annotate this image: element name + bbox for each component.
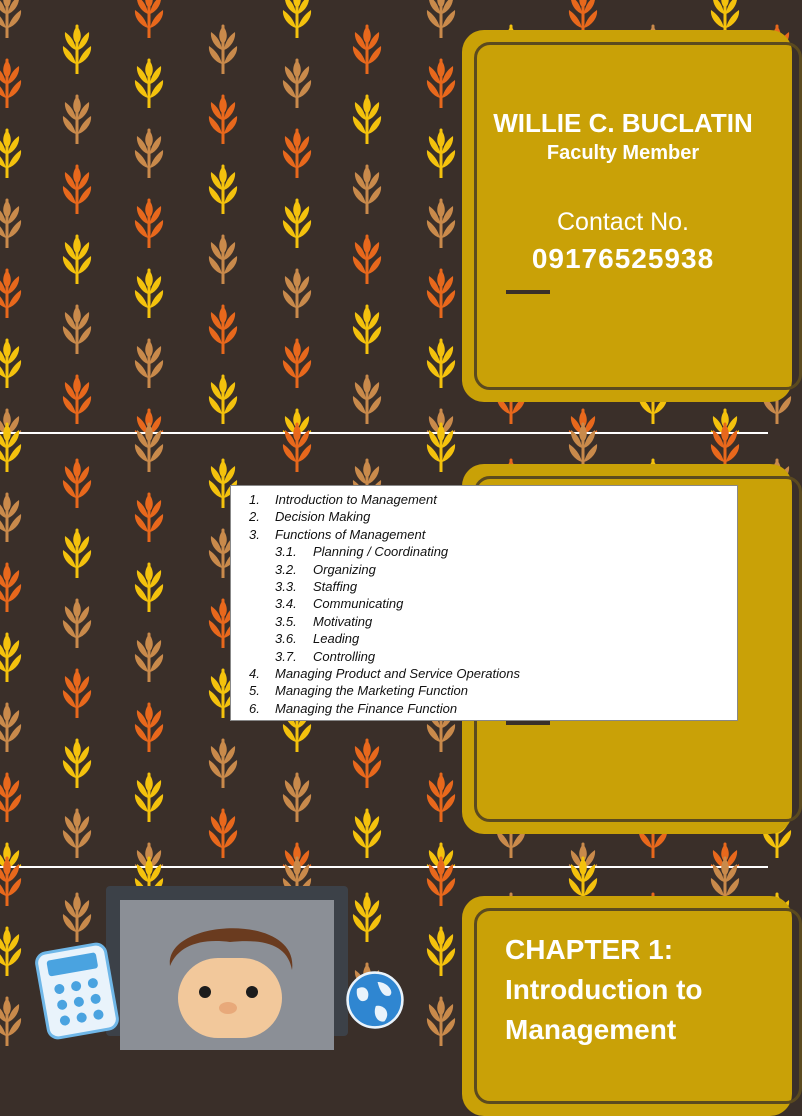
leaf-icon — [206, 230, 240, 284]
toc-item — [249, 683, 468, 698]
faculty-role: Faculty Member — [546, 142, 700, 164]
toc-item-number: 3.3. — [275, 579, 297, 594]
leaf-icon — [0, 922, 24, 976]
toc-item — [249, 666, 520, 681]
leaf-icon — [60, 594, 94, 648]
leaf-icon — [424, 194, 458, 248]
leaf-icon — [206, 804, 240, 858]
leaf-icon — [0, 558, 24, 612]
toc-item-label: Managing the Marketing Function — [275, 683, 468, 699]
leaf-icon — [60, 90, 94, 144]
toc-item-label: Planning / Coordinating — [313, 544, 449, 560]
chapter-title-line-2: Management — [505, 1014, 677, 1045]
leaf-icon — [206, 734, 240, 788]
leaf-icon — [0, 54, 24, 108]
calculator-icon — [33, 940, 122, 1041]
leaf-icon — [132, 768, 166, 822]
leaf-icon — [280, 418, 314, 472]
chapter-title-line-1: Introduction to — [505, 974, 703, 1005]
leaf-icon — [280, 124, 314, 178]
leaf-icon — [132, 698, 166, 752]
toc-item-label: Decision Making — [275, 509, 371, 525]
toc-item-label: Managing the Finance Function — [275, 700, 458, 716]
leaf-icon — [424, 922, 458, 976]
leaf-icon — [424, 992, 458, 1046]
leaf-icon — [280, 334, 314, 388]
toc-item-number: 6. — [249, 700, 260, 716]
toc-item — [275, 614, 372, 629]
leaf-icon — [132, 418, 166, 472]
leaf-icon — [280, 0, 314, 38]
toc-item-label: Communicating — [313, 596, 404, 612]
toc-item — [275, 596, 403, 611]
leaf-icon — [350, 300, 384, 354]
toc-item — [275, 579, 357, 594]
toc-item — [249, 527, 425, 542]
toc-item — [275, 631, 359, 646]
toc-item-number: 1. — [249, 492, 260, 507]
leaf-icon — [60, 370, 94, 424]
leaf-icon — [60, 454, 94, 508]
faculty-name: WILLIE C. BUCLATIN — [493, 108, 753, 138]
leaf-icon — [424, 334, 458, 388]
toc-item-label: Leading — [313, 631, 360, 647]
leaf-icon — [280, 54, 314, 108]
leaf-icon — [0, 124, 24, 178]
leaf-icon — [280, 264, 314, 318]
toc-item — [275, 562, 376, 577]
leaf-icon — [206, 160, 240, 214]
toc-item-number: 3.4. — [275, 596, 297, 612]
leaf-icon — [350, 370, 384, 424]
leaf-icon — [132, 628, 166, 682]
leaf-icon — [424, 264, 458, 318]
toc-item-label: Introduction to Management — [275, 492, 437, 507]
leaf-icon — [424, 418, 458, 472]
toc-item-number: 3.2. — [275, 561, 297, 577]
leaf-icon — [350, 90, 384, 144]
leaf-icon — [60, 230, 94, 284]
toc-item-label: Organizing — [313, 561, 376, 577]
leaf-icon — [60, 734, 94, 788]
table-of-contents — [231, 486, 737, 720]
leaf-icon — [206, 90, 240, 144]
toc-item-label: Staffing — [313, 579, 358, 594]
leaf-icon — [60, 888, 94, 942]
leaf-icon — [0, 488, 24, 542]
chapter-panel — [462, 896, 792, 1116]
leaf-icon — [206, 20, 240, 74]
slide-contents — [0, 434, 768, 866]
leaf-icon — [424, 124, 458, 178]
leaf-icon — [60, 20, 94, 74]
leaf-icon — [206, 300, 240, 354]
leaf-icon — [132, 194, 166, 248]
toc-item-number: 3.7. — [275, 648, 297, 664]
toc-item — [249, 509, 370, 524]
toc-item-label: Motivating — [313, 613, 373, 629]
leaf-icon — [132, 124, 166, 178]
leaf-icon — [350, 160, 384, 214]
toc-item — [275, 544, 448, 559]
accent-dash — [506, 290, 550, 294]
leaf-icon — [60, 664, 94, 718]
leaf-icon — [206, 370, 240, 424]
leaf-icon — [280, 194, 314, 248]
toc-item-label: Functions of Management — [275, 526, 426, 542]
leaf-icon — [0, 194, 24, 248]
leaf-icon — [350, 20, 384, 74]
leaf-icon — [350, 804, 384, 858]
slide-profile — [0, 0, 768, 432]
leaf-icon — [0, 334, 24, 388]
leaf-icon — [132, 488, 166, 542]
leaf-icon — [424, 54, 458, 108]
toc-item — [275, 649, 375, 664]
leaf-icon — [60, 300, 94, 354]
leaf-icon — [132, 334, 166, 388]
leaf-icon — [0, 992, 24, 1046]
leaf-icon — [132, 54, 166, 108]
contact-number: 09176525938 — [531, 243, 715, 274]
leaf-icon — [424, 852, 458, 906]
leaf-icon — [60, 524, 94, 578]
leaf-icon — [132, 558, 166, 612]
leaf-icon — [350, 734, 384, 788]
globe-icon — [340, 970, 410, 1030]
leaf-icon — [132, 264, 166, 318]
toc-item-number: 5. — [249, 683, 260, 699]
leaf-icon — [0, 698, 24, 752]
leaf-icon — [60, 804, 94, 858]
toc-item-number: 3.5. — [275, 613, 297, 629]
toc-item-label: Managing Product and Service Operations — [275, 666, 520, 681]
contact-label: Contact No. — [556, 208, 689, 236]
leaf-icon — [424, 768, 458, 822]
leaf-icon — [0, 628, 24, 682]
toc-item — [249, 701, 457, 716]
leaf-icon — [0, 264, 24, 318]
leaf-icon — [0, 418, 24, 472]
toc-item-number: 3.6. — [275, 631, 297, 647]
leaf-icon — [60, 160, 94, 214]
accent-dash — [506, 721, 550, 725]
chapter-heading: CHAPTER 1: — [505, 934, 674, 965]
toc-item-number: 2. — [249, 509, 260, 525]
leaf-icon — [0, 0, 24, 38]
leaf-icon — [0, 768, 24, 822]
slide-chapter — [0, 868, 768, 1045]
leaf-icon — [350, 888, 384, 942]
cartoon-man-icon — [150, 908, 310, 1028]
leaf-icon — [350, 230, 384, 284]
leaf-icon — [424, 0, 458, 38]
toc-item-label: Controlling — [313, 648, 376, 664]
leaf-icon — [132, 0, 166, 38]
toc-item-number: 3. — [249, 526, 260, 542]
toc-item-number: 3.1. — [275, 544, 297, 560]
toc-item-number: 4. — [249, 666, 260, 681]
leaf-icon — [280, 768, 314, 822]
toc-item — [249, 492, 437, 507]
leaf-icon — [0, 852, 24, 906]
